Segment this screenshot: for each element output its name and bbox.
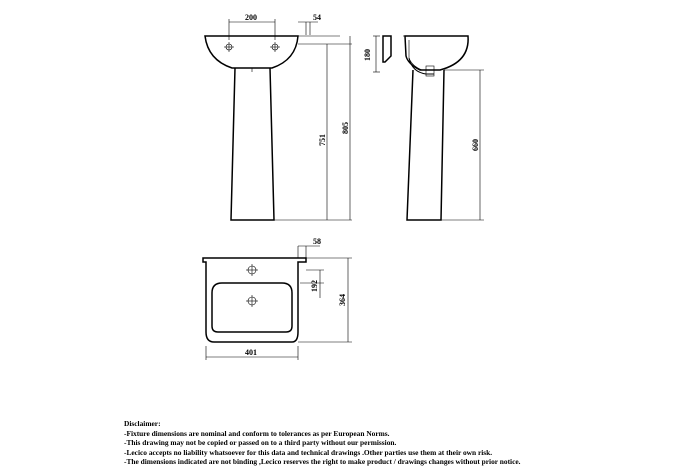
side-bowl-outline bbox=[405, 36, 468, 70]
dim-total-height: 805 bbox=[341, 122, 350, 134]
top-drain bbox=[246, 295, 258, 307]
dim-width: 401 bbox=[245, 348, 257, 357]
front-basin-outline bbox=[205, 36, 298, 68]
dim-rim-depth: 180 bbox=[363, 49, 372, 61]
dim-tap-to-bowl: 192 bbox=[310, 280, 319, 292]
top-view bbox=[203, 237, 352, 360]
side-back-outline bbox=[383, 36, 391, 62]
dim-basin-width: 200 bbox=[245, 13, 257, 22]
dim-rim-width: 58 bbox=[313, 237, 321, 246]
disclaimer bbox=[124, 419, 674, 467]
dim-depth: 364 bbox=[338, 294, 347, 306]
disclaimer-line: -The dimensions indicated are not binding ,Lecico reserves the right to make product / drawings changes without prior notice. bbox=[124, 457, 521, 467]
disclaimer-line: -Fixture dimensions are nominal and conform to tolerances as per European Norms. bbox=[124, 428, 390, 438]
side-pedestal-outline bbox=[407, 70, 444, 220]
tap-hole-left bbox=[224, 42, 234, 52]
tap-hole-right bbox=[270, 42, 280, 52]
disclaimer-line: -Lecico accepts no liability whatsoever for this data and technical drawings .Other parties use them at their own risk. bbox=[124, 447, 493, 457]
disclaimer-title: Disclaimer: bbox=[124, 419, 161, 428]
front-view bbox=[205, 13, 352, 220]
front-pedestal-outline bbox=[231, 68, 274, 220]
top-tap-hole bbox=[246, 264, 258, 276]
top-bowl-outline bbox=[212, 283, 292, 332]
dim-rim-offset: 54 bbox=[313, 13, 321, 22]
dim-basin-to-floor: 751 bbox=[318, 134, 327, 146]
disclaimer-line: -This drawing may not be copied or passed on to a third party without our permission. bbox=[124, 438, 397, 448]
dim-pedestal-height: 660 bbox=[471, 139, 480, 151]
side-view bbox=[363, 36, 484, 220]
